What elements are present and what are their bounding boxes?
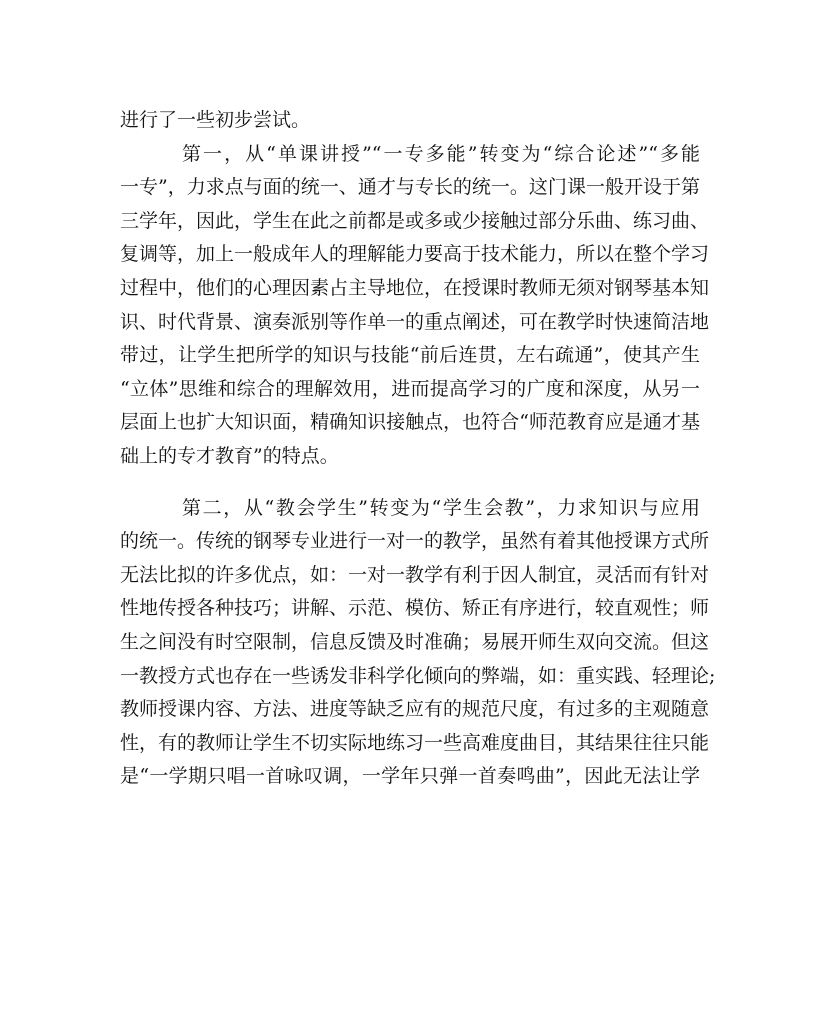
- text-line: 是“一学期只唱一首咏叹调，一学年只弹一首奏鸣曲”，因此无法让学: [120, 765, 700, 788]
- paragraph-first: [120, 138, 710, 474]
- text-line: 层面上也扩大知识面，精确知识接触点，也符合“师范教育应是通才基: [120, 411, 700, 434]
- text-line: 性，有的教师让学生不切实际地练习一些高难度曲目，其结果往往只能: [120, 731, 710, 754]
- text-line: 教师授课内容、方法、进度等缺乏应有的规范尺度，有过多的主观随意: [120, 698, 710, 721]
- document-body: [120, 104, 716, 794]
- text-line: 带过，让学生把所学的知识与技能“前后连贯，左右疏通”，使其产生: [120, 344, 700, 367]
- text-line: 复调等，加上一般成年人的理解能力要高于技术能力，所以在整个学习: [120, 243, 710, 266]
- text-line: 过程中，他们的心理因素占主导地位，在授课时教师无须对钢琴基本知: [120, 276, 710, 299]
- text-line: 第一，从“单课讲授”“一专多能”转变为“综合论述”“多能: [182, 142, 700, 165]
- text-line: 进行了一些初步尝试。: [120, 109, 311, 131]
- text-line: 的统一。传统的钢琴专业进行一对一的教学，虽然有着其他授课方式所: [120, 530, 710, 553]
- paragraph-spacer: [120, 474, 700, 492]
- text-line: 性地传授各种技巧；讲解、示范、模仿、矫正有序进行，较直观性；师: [120, 597, 710, 620]
- text-line: 一专”，力求点与面的统一、通才与专长的统一。这门课一般开设于第: [120, 176, 700, 199]
- text-line: 一教授方式也存在一些诱发非科学化倾向的弊端，如：重实践、轻理论;: [120, 664, 716, 687]
- text-line: 生之间没有时空限制，信息反馈及时准确；易展开师生双向交流。但这: [120, 630, 710, 653]
- text-line: 第二，从“教会学生”转变为“学生会教”，力求知识与应用: [182, 496, 700, 519]
- text-line: 识、时代背景、演奏派别等作单一的重点阐述，可在教学时快速简洁地: [120, 310, 710, 333]
- paragraph-intro: [120, 104, 700, 138]
- text-line: 础上的专才教育”的特点。: [120, 444, 339, 467]
- text-line: “立体”思维和综合的理解效用，进而提高学习的广度和深度，从另一: [120, 377, 700, 400]
- text-line: 无法比拟的许多优点，如：一对一教学有利于因人制宜，灵活而有针对: [120, 563, 710, 586]
- text-line: 三学年，因此，学生在此之前都是或多或少接触过部分乐曲、练习曲、: [120, 209, 710, 232]
- paragraph-second: [120, 492, 716, 794]
